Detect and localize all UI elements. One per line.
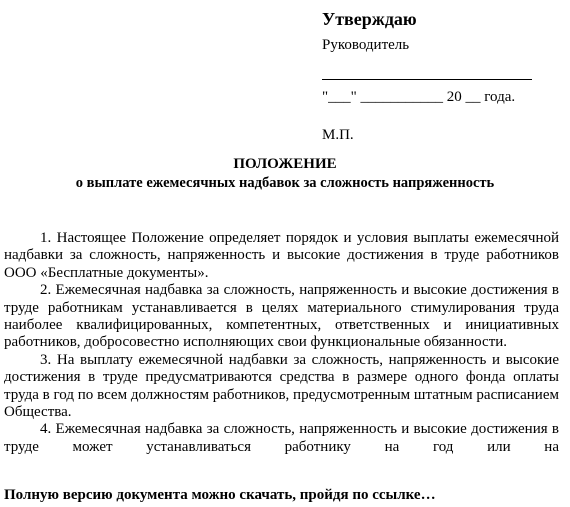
document-body: [4, 230, 559, 456]
paragraph-4: 4. Ежемесячная надбавка за сложность, напряженность и высокие достижения в труде может устанавливаться работнику на год или на: [4, 421, 559, 455]
approval-date-line: "___" ___________ 20 __ года.: [322, 89, 516, 105]
download-full-document-link[interactable]: Полную версию документа можно скачать, пройдя по ссылке…: [4, 487, 436, 503]
paragraph-3: 3. На выплату ежемесячной надбавки за сложность, напряженность и высокие достижения в труде предусматриваются средства в размере одного фонда оплаты труда в год по всем должностям работников, предусмотренным штатным расписанием Общества.: [4, 351, 559, 421]
paragraph-1: 1. Настоящее Положение определяет порядок и условия выплаты ежемесячной надбавки за сложность, напряженность и высокие достижения в труде работников ООО «Бесплатные документы».: [4, 230, 559, 281]
approval-block: [322, 8, 562, 144]
stamp-placeholder: М.П.: [322, 127, 354, 143]
signature-line: [322, 78, 532, 80]
approval-title: Утверждаю: [322, 9, 417, 29]
paragraph-2: 2. Ежемесячная надбавка за сложность, напряженность и высокие достижения в труде работникам устанавливается в целях материального стимулирования труда наиболее квалифицированных, компетентных, ответственных и инициативных работников, добросовестно исполняющих свои функциональные обязанности.: [4, 282, 559, 351]
approval-role: Руководитель: [322, 37, 410, 53]
document-title: ПОЛОЖЕНИЕ: [233, 156, 337, 172]
document-subtitle: о выплате ежемесячных надбавок за сложность напряженность: [75, 175, 495, 191]
